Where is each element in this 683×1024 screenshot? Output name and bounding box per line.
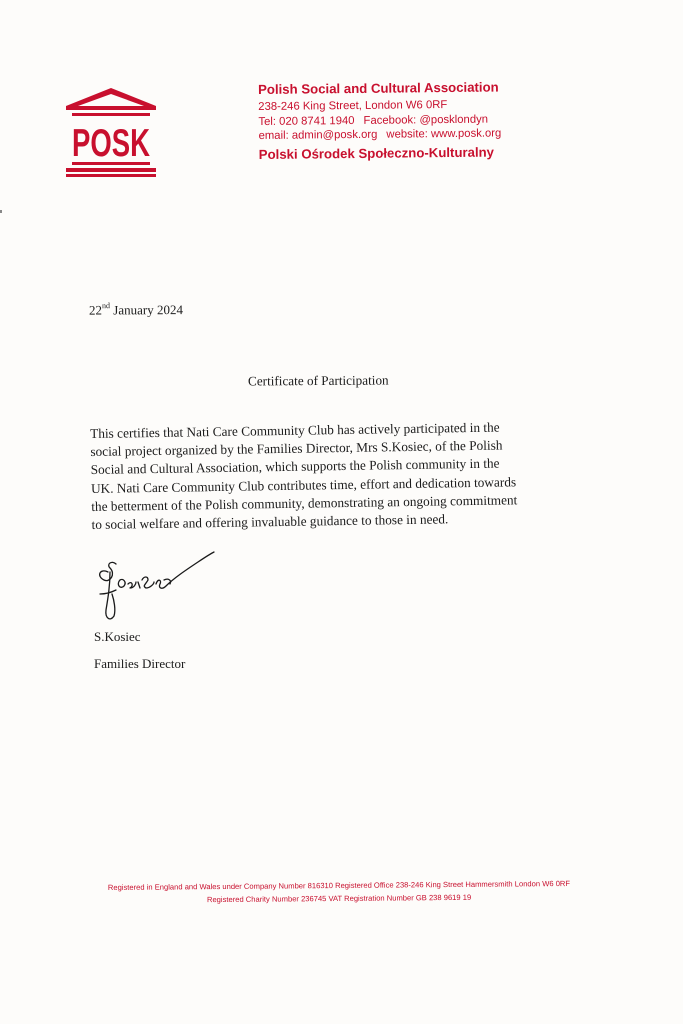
footer-charity-line: Registered Charity Number 236745 VAT Registration Number GB 238 9619 19 (206, 892, 472, 904)
org-name: Polish Social and Cultural Association (258, 79, 499, 97)
date-day: 22 (88, 302, 103, 318)
org-address: 238-246 King Street, London W6 0RF (258, 99, 448, 113)
signer-title: Families Director (94, 656, 186, 671)
footer-company-line: Registered in England and Wales under Company Number 816310 Registered Office 238-246 King Street Hammersmith London W6 0RF (107, 878, 571, 893)
date-month-year: January 2024 (109, 302, 183, 318)
org-facebook: Facebook: @posklondyn (363, 113, 489, 127)
body-line: This certifies that Nati Care Community Club has actively participated in the (90, 419, 500, 441)
letter-date (89, 302, 183, 319)
certificate-body (90, 417, 582, 534)
body-line: social project organized by the Families Director, Mrs S.Kosiec, of the Polish (90, 437, 503, 460)
org-name-polish: Polski Ośrodek Społeczno-Kulturalny (258, 144, 495, 162)
signer-name: S.Kosiec (94, 629, 141, 644)
logo-wordmark: POSK (72, 122, 150, 165)
registration-footer (44, 877, 634, 907)
letterhead-contact (258, 79, 559, 163)
body-line: to social welfare and offering invaluable guidance to those in need. (91, 511, 449, 533)
scan-edge-mark (0, 210, 2, 213)
date-suffix: nd (101, 301, 110, 311)
org-phone: Tel: 020 8741 1940 (258, 114, 355, 128)
org-website: website: www.posk.org (386, 127, 502, 141)
posk-logo (64, 86, 158, 178)
certificate-title: Certificate of Participation (247, 372, 389, 389)
org-email-website-line (258, 126, 558, 144)
body-line: UK. Nati Care Community Club contributes time, effort and dedication towards (90, 473, 517, 496)
org-email: email: admin@posk.org (258, 128, 378, 142)
body-line: Social and Cultural Association, which supports the Polish community in the (90, 455, 500, 478)
body-line: the betterment of the Polish community, demonstrating an ongoing commitment (91, 492, 518, 514)
handwritten-signature (86, 550, 226, 630)
